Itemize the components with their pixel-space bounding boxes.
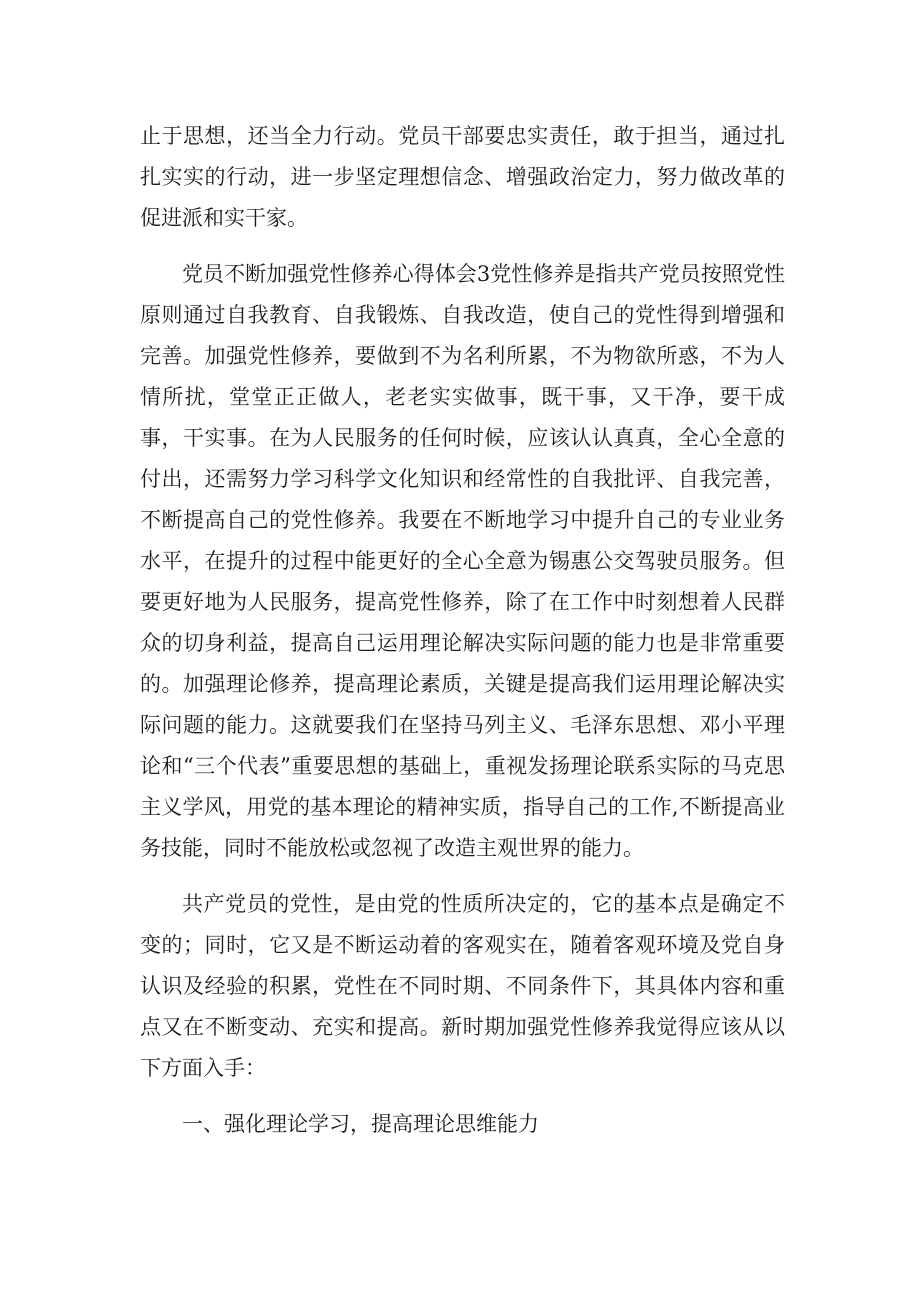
section-heading: 一、强化理论学习，提高理论思维能力 [182,1112,539,1136]
paragraph-party-spirit-cultivation: 党员不断加强党性修养心得体会3党性修养是指共产党员按照党性原则通过自我教育、自我锻炼、自我改造，使自己的党性得到增强和完善。加强党性修养，要做到不为名利所累，不为物欲所惑，不为人情所扰，堂堂正正做人，老老实实做事，既干事，又干净，要干成事，干实事。在为人民服务的任何时候，应该认认真真，全心全意的付出，还需努力学习科学文化知识和经常性的自我批评、自我完善，不断提高自己的党性修养。我要在不断地学习中提升自己的专业业务水平，在提升的过程中能更好的全心全意为锡惠公交驾驶员服务。但要更好地为人民服务，提高党性修养，除了在工作中时刻想着人民群众的切身利益，提高自己运用理论解决实际问题的能力也是非常重要的。加强理论修养，提高理论素质，关键是提高我们运用理论解决实际问题的能力。这就要我们在坚持马列主义、毛泽东思想、邓小平理论和“三个代表”重要思想的基础上，重视发扬理论联系实际的马克思主义学风，用党的基本理论的精神实质，指导自己的工作,不断提高业务技能，同时不能放松或忽视了改造主观世界的能力。 [140,262,785,860]
paragraph-party-nature: 共产党员的党性，是由党的性质所决定的，它的基本点是确定不变的；同时，它又是不断运动着的客观实在，随着客观环境及党自身认识及经验的积累，党性在不同时期、不同条件下，其具体内容和重点又在不断变动、充实和提高。新时期加强党性修养我觉得应该从以下方面入手： [140,892,785,1080]
paragraph-continuation: 止于思想，还当全力行动。党员干部要忠实责任，敢于担当，通过扎扎实实的行动，进一步坚定理想信念、增强政治定力，努力做改革的促进派和实干家。 [140,124,785,230]
document-body [140,116,785,1160]
